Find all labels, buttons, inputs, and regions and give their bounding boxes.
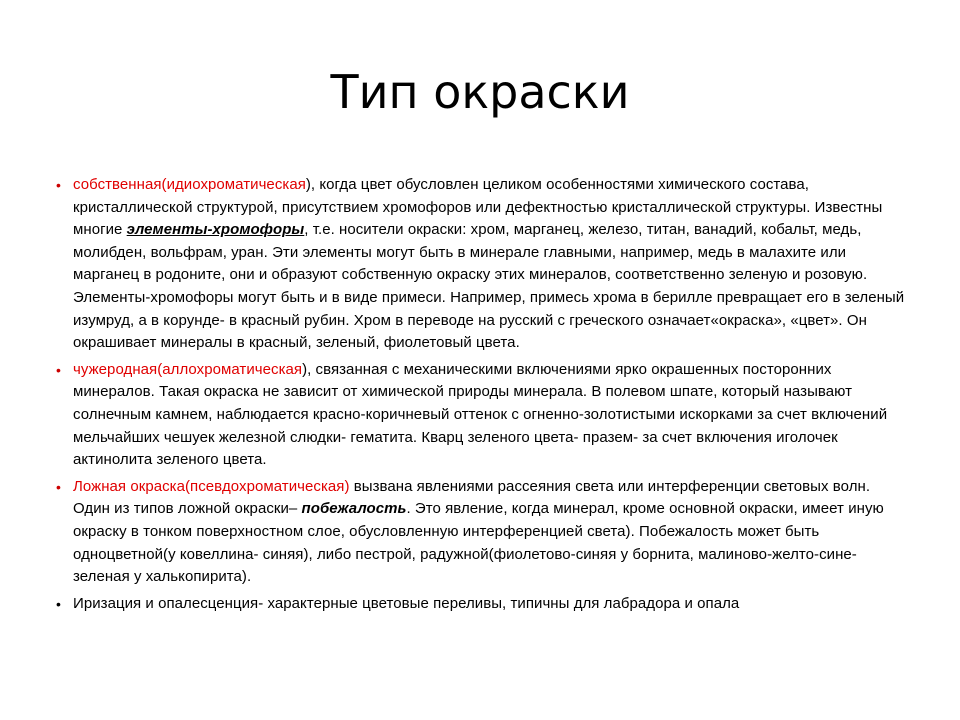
term-chromophores: элементы-хромофоры [126, 221, 305, 239]
bullet-list [56, 174, 906, 619]
slide-title: Тип окраски [330, 65, 630, 119]
bullet-text: , т.е. носители окраски: хром, марганец, железо, титан, ванадий, кобальт, медь, молибден, вольфрам, уран. Эти элементы могут быть в минерале главными, например, медь в малахите или марганец в родоните, они и образуют собственную окраску этих минералов, соответственно зеленую и розовую. Элементы-хромофоры могут быть и в виде примеси. Например, примесь хрома в берилле превращает его в зеленый изумруд, а в корунде- в красный рубин. Хром в переводе на русский с греческого означает«окраска», «цвет». Он окрашивает минералы в красный, зеленый, фиолетовый цвета. [73, 221, 905, 352]
bullet-pseudochromatic [56, 476, 906, 589]
bullet-text: ), когда цвет обусловлен целиком особенностями химического состава, кристаллической структурой, присутствием хромофоров или дефектностью кристаллической структуры. Известны многие [73, 176, 883, 239]
bullet-text: ), связанная с механическими включениями ярко окрашенных посторонних минералов. Такая окраска не зависит от химической природы минерала. В полевом шпате, который называют солнечным камнем, наблюдается красно-коричневый оттенок с огненно-золотистыми искорками за счет включений мельчайших чешуек железной слюдки- гематита. Кварц зеленого цвета- празем- за счет включения иголочек актинолита зеленого цвета. [73, 360, 888, 469]
bullet-dot-icon: • [56, 361, 61, 378]
term-idiochromatic: собственная(идиохроматическая [73, 176, 306, 193]
bullet-idiochromatic [56, 174, 906, 355]
bullet-iridescence [56, 593, 906, 616]
term-tarnish: побежалость [301, 500, 407, 518]
term-pseudochromatic: Ложная окраска(псевдохроматическая) [73, 477, 350, 495]
bullet-dot-icon: • [56, 478, 61, 495]
term-allochromatic: чужеродная(аллохроматическая [73, 360, 303, 378]
bullet-text: . Это явление, когда минерал, кроме основной окраски, имеет иную окраску в тонком поверхностном слое, обусловленную интерференцией света). Побежалость может быть одноцветной(у ковеллина- синяя), либо пестрой, радужной(фиолетово-синяя у борнита, малиново-желто-сине-зеленая у халькопирита). [73, 500, 884, 586]
bullet-text: Иризация и опалесценция- характерные цветовые переливы, типичны для лабрадора и опала [73, 594, 740, 612]
bullet-allochromatic [56, 359, 906, 472]
bullet-text: вызвана явлениями рассеяния света или интерференции световых волн. Один из типов ложной окраски– [73, 477, 871, 518]
bullet-dot-icon: • [56, 595, 61, 612]
bullet-dot-icon: • [56, 177, 61, 193]
